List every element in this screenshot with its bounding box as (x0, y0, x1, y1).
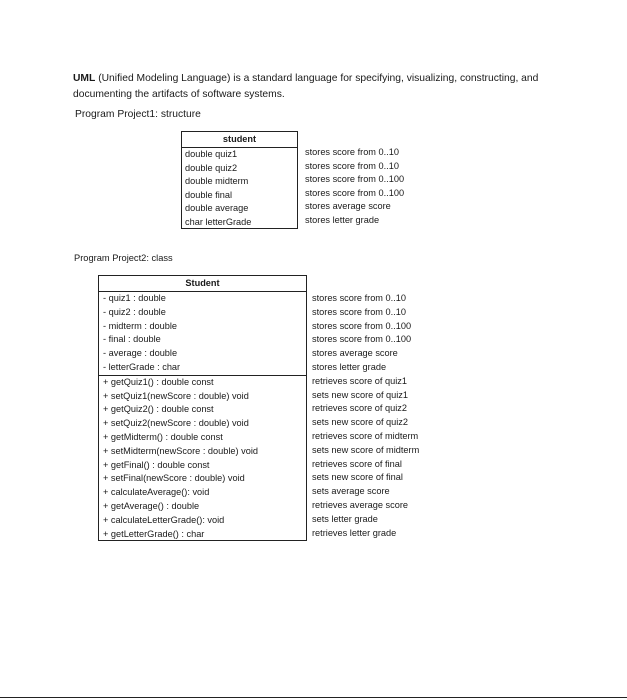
class-descriptions (312, 292, 419, 540)
class-description: sets new score of quiz1 (312, 389, 409, 400)
class-method-row: + setMidterm(newScore : double) void (103, 445, 258, 456)
class-method-row: + setQuiz2(newScore : double) void (103, 418, 249, 429)
class-attribute-row: - quiz1 : double (103, 293, 166, 303)
class-attribute-row: - midterm : double (103, 320, 178, 331)
class-description: retrieves score of final (312, 458, 402, 469)
student-class-uml-box (98, 275, 307, 541)
class-description: sets new score of quiz2 (312, 417, 409, 428)
bottom-divider (0, 697, 627, 698)
intro-paragraph (73, 71, 553, 103)
class-description: stores letter grade (312, 361, 387, 372)
class-attributes-section (99, 292, 306, 376)
struct-field-row: double final (185, 189, 232, 200)
class-description: sets new score of final (312, 472, 403, 483)
class-method-row: + getMidterm() : double const (103, 431, 223, 442)
class-name-header: Student (99, 276, 306, 292)
struct-field-row: char letterGrade (185, 216, 252, 227)
struct-description: stores score from 0..100 (305, 174, 405, 185)
intro-term: UML (73, 73, 96, 84)
class-method-row: + getQuiz2() : double const (103, 404, 214, 415)
class-method-row: + calculateLetterGrade(): void (103, 514, 225, 525)
struct-description: stores score from 0..100 (305, 187, 405, 198)
class-description: retrieves score of midterm (312, 430, 419, 441)
struct-description: stores score from 0..10 (305, 160, 399, 171)
struct-description: stores average score (305, 201, 391, 212)
class-description: stores score from 0..100 (312, 320, 412, 331)
class-description: stores score from 0..10 (312, 306, 406, 317)
class-method-row: + getLetterGrade() : char (103, 528, 205, 539)
class-attribute-row: - average : double (103, 348, 178, 359)
class-method-row: + getFinal() : double const (103, 459, 210, 470)
struct-field-row: double quiz2 (185, 162, 238, 173)
class-description: stores score from 0..10 (312, 293, 406, 303)
class-description: retrieves score of quiz2 (312, 403, 407, 414)
class-attribute-row: - quiz2 : double (103, 306, 166, 317)
class-methods-section (99, 376, 306, 542)
struct-field-row: double quiz1 (185, 149, 238, 159)
struct-field-row: double average (185, 203, 249, 214)
project1-heading: Program Project1: structure (75, 109, 201, 120)
class-description: sets letter grade (312, 513, 378, 524)
intro-text: (Unified Modeling Language) is a standard language for specifying, visualizing, constructing, and documenting the artifacts of software systems. (73, 73, 539, 100)
project2-heading: Program Project2: class (74, 253, 173, 263)
struct-description: stores letter grade (305, 214, 380, 225)
class-method-row: + getQuiz1() : double const (103, 376, 214, 387)
student-struct-table (181, 131, 298, 229)
class-description: retrieves letter grade (312, 527, 397, 538)
class-description: retrieves average score (312, 499, 409, 510)
struct-field-row: double midterm (185, 176, 249, 187)
class-attribute-row: - final : double (103, 334, 161, 345)
struct-description: stores score from 0..10 (305, 147, 399, 157)
class-method-row: + setFinal(newScore : double) void (103, 473, 245, 484)
struct-descriptions (305, 146, 404, 228)
class-description: sets average score (312, 486, 390, 497)
class-description: sets new score of midterm (312, 444, 420, 455)
class-method-row: + calculateAverage(): void (103, 487, 210, 498)
class-attribute-row: - letterGrade : char (103, 361, 181, 372)
class-method-row: + setQuiz1(newScore : double) void (103, 390, 249, 401)
class-description: retrieves score of quiz1 (312, 375, 407, 386)
class-description: stores average score (312, 348, 398, 359)
class-description: stores score from 0..100 (312, 334, 412, 345)
class-method-row: + getAverage() : double (103, 500, 200, 511)
struct-table-header: student (182, 132, 297, 148)
